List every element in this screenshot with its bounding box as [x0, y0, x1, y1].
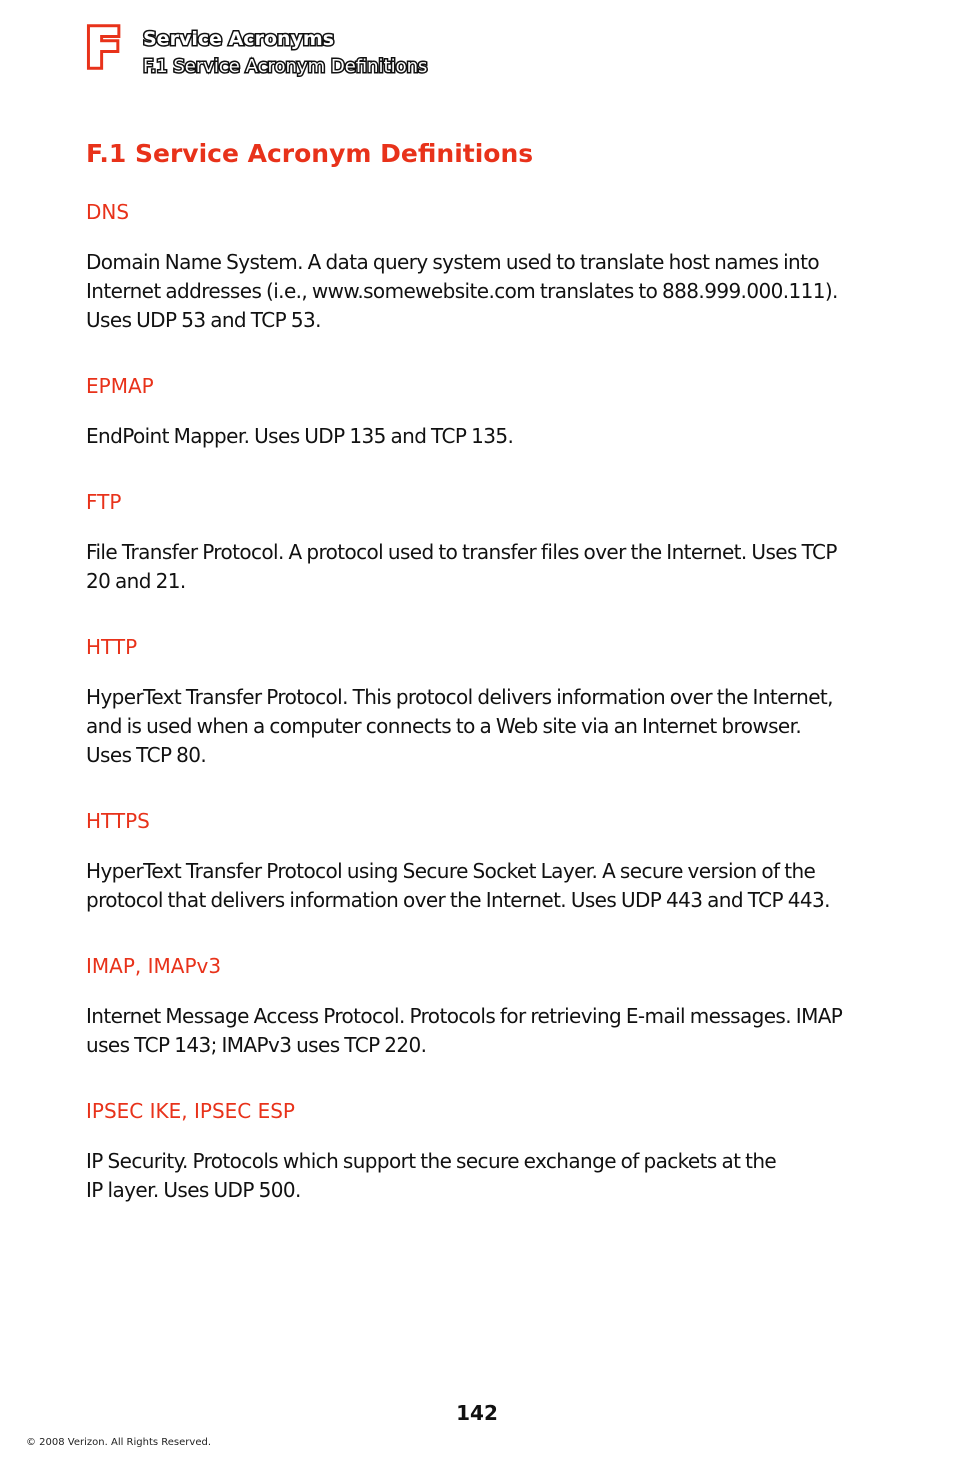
chapter-section-subtitle: F.1 Service Acronym Definitions: [143, 56, 428, 77]
acronym-term: IMAP, IMAPv3: [86, 954, 222, 978]
chapter-title: Service Acronyms: [143, 28, 335, 50]
acronym-term: FTP: [86, 490, 122, 514]
acronym-definition: IP Security. Protocols which support the secure exchange of packets at the IP layer. Uses UDP 500.: [86, 1149, 777, 1202]
acronym-term: DNS: [86, 200, 130, 224]
acronym-entry-imap: [86, 952, 886, 1060]
acronym-entry-ftp: [86, 488, 886, 596]
acronym-term: HTTPS: [86, 809, 150, 833]
acronym-entry-https: [86, 807, 886, 915]
page-title: F.1 Service Acronym Definitions: [86, 139, 534, 168]
acronym-entry-http: [86, 633, 886, 770]
acronym-definition: HyperText Transfer Protocol using Secure Socket Layer. A secure version of the protocol that delivers information over the Internet. Uses UDP 443 and TCP 443.: [86, 859, 830, 912]
acronym-entry-dns: [86, 198, 886, 335]
acronym-term: IPSEC IKE, IPSEC ESP: [86, 1099, 295, 1123]
acronym-definition: HyperText Transfer Protocol. This protocol delivers information over the Internet, and is used when a computer connects to a Web site via an Internet browser. Uses TCP 80.: [86, 685, 833, 767]
copyright-notice: © 2008 Verizon. All Rights Reserved.: [26, 1437, 211, 1448]
chapter-letter: F: [85, 17, 122, 80]
acronym-definition: Internet Message Access Protocol. Protocols for retrieving E-mail messages. IMAP uses TCP 143; IMAPv3 uses TCP 220.: [86, 1004, 843, 1057]
acronym-definition: Domain Name System. A data query system used to translate host names into Internet addresses (i.e., www.somewebsite.com translates to 888.999.000.111). Uses UDP 53 and TCP 53.: [86, 250, 838, 332]
acronym-definition: EndPoint Mapper. Uses UDP 135 and TCP 135.: [86, 424, 514, 448]
acronym-term: EPMAP: [86, 374, 154, 398]
page-number: 142: [456, 1401, 498, 1425]
acronym-entry-epmap: [86, 372, 886, 451]
acronym-list: [86, 198, 886, 1242]
acronym-entry-ipsec: [86, 1097, 886, 1205]
acronym-term: HTTP: [86, 635, 138, 659]
acronym-definition: File Transfer Protocol. A protocol used to transfer files over the Internet. Uses TCP 20 and 21.: [86, 540, 837, 593]
